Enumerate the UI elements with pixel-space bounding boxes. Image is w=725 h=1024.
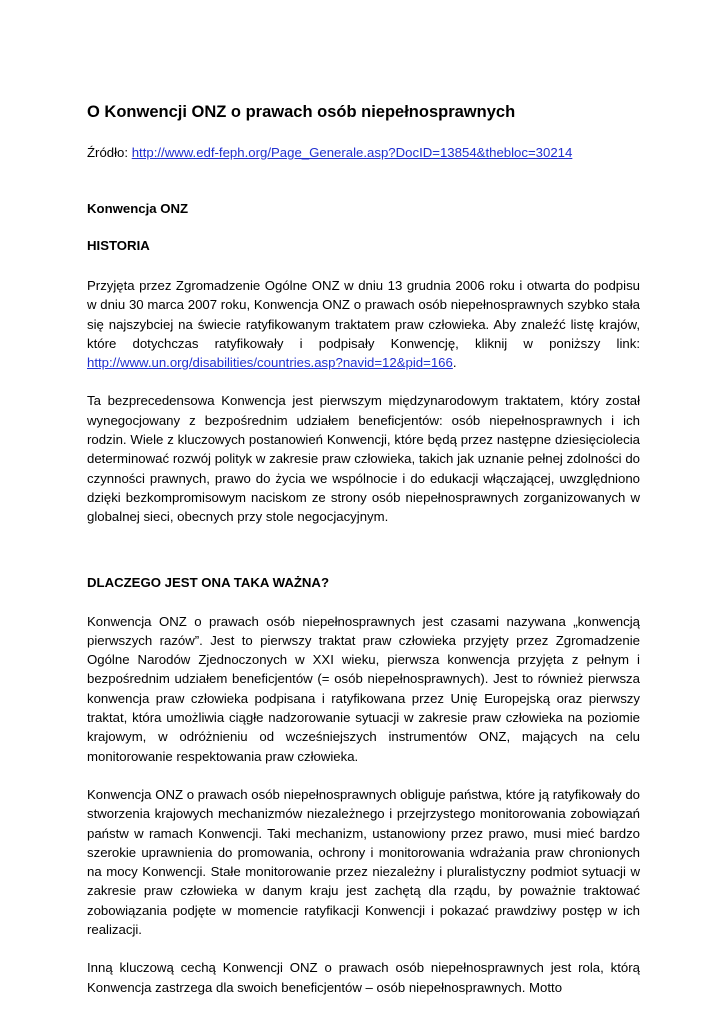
paragraph-importance-1: Konwencja ONZ o prawach osób niepełnosprawnych jest czasami nazywana „konwencją pierwszych razów”. Jest to pierwszy traktat praw człowieka przyjęty przez Zgromadzenie Ogólne Narodów Zjednoczonych w XXI wieku, pierwsza konwencja przyjęta z pełnym i bezpośrednim udziałem beneficjentów (= osób niepełnosprawnych). Jest to również pierwsza konwencja praw człowieka podpisana i ratyfikowana przez Unię Europejską oraz pierwszy traktat, która umożliwia ciągłe nadzorowanie sytuacji w zakresie praw człowieka na poziomie krajowym, w odróżnieniu od wcześniejszych instrumentów ONZ, mających na celu monitorowanie respektowania praw człowieka.	[87, 613, 640, 764]
paragraph-history-1-text: Przyjęta przez Zgromadzenie Ogólne ONZ w dniu 13 grudnia 2006 roku i otwarta do podpisu w dniu 30 marca 2007 roku, Konwencja ONZ o prawach osób niepełnosprawnych szybko stała się najszybciej na świecie ratyfikowanym traktatem praw człowieka. Aby znaleźć listę krajów, które dotychczas ratyfikowały i podpisały Konwencję, kliknij w poniższy link:	[87, 278, 640, 351]
document-title: O Konwencji ONZ o prawach osób niepełnosprawnych	[87, 103, 516, 121]
source-line	[87, 144, 640, 162]
paragraph-history-2: Ta bezprecedensowa Konwencja jest pierwszym międzynarodowym traktatem, który został wynegocjowany z bezpośrednim udziałem beneficjentów: osób niepełnosprawnych i ich rodzin. Wiele z kluczowych postanowień Konwencji, które będą przez następne dziesięciolecia determinować rozwój polityk w zakresie praw człowieka, takich jak uznanie pełnej zdolności do czynności prawnych, prawo do życia we wspólnocie i do edukacji włączającej, uwzględniono dzięki bezkompromisowym naciskom ze strony osób niepełnosprawnych zorganizowanych w globalnej sieci, obecnych przy stole negocjacyjnym.	[87, 393, 640, 525]
paragraph-history-1-end: .	[452, 355, 457, 371]
paragraph-importance-3: Inną kluczową cechą Konwencji ONZ o prawach osób niepełnosprawnych jest rola, którą Konwencja zastrzega dla swoich beneficjentów – osób niepełnosprawnych. Motto	[87, 960, 640, 995]
heading-konwencja: Konwencja ONZ	[87, 201, 189, 216]
paragraph-importance-2: Konwencja ONZ o prawach osób niepełnosprawnych obliguje państwa, które ją ratyfikowały do stworzenia krajowych mechanizmów niezależnego i przejrzystego monitorowania zobowiązań państw w ramach Konwencji. Taki mechanizm, ustanowiony przez prawo, musi mieć bardzo szerokie uprawnienia do promowania, ochrony i monitorowania wdrażania praw chronionych na mocy Konwencji. Stałe monitorowanie przez niezależny i pluralistyczny podmiot sytuacji w zakresie praw człowieka w danym kraju jest zachętą dla rządu, by poważnie traktować zobowiązania podjęte w momencie ratyfikacji Konwencji i pokazać prawdziwy postęp w ich realizacji.	[87, 786, 640, 938]
source-label: Źródło:	[87, 145, 132, 160]
source-link[interactable]: http://www.edf-feph.org/Page_Generale.asp?DocID=13854&thebloc=30214	[131, 145, 573, 160]
heading-dlaczego: DLACZEGO JEST ONA TAKA WAŻNA?	[87, 574, 330, 590]
heading-historia: HISTORIA	[87, 238, 150, 253]
paragraph-history-1	[87, 276, 640, 372]
countries-link[interactable]: http://www.un.org/disabilities/countries.asp?navid=12&pid=166	[87, 355, 453, 371]
